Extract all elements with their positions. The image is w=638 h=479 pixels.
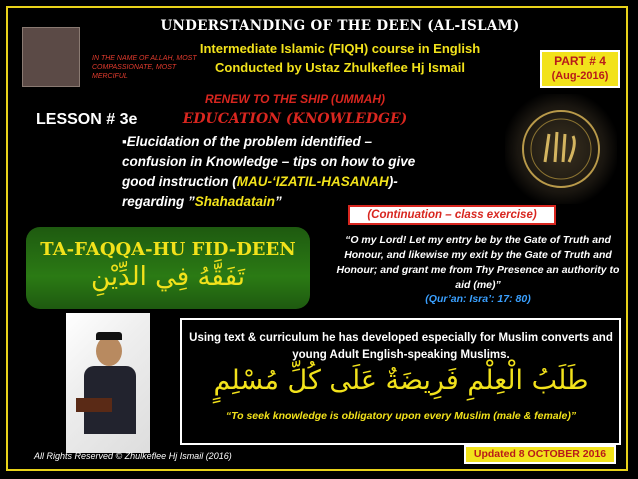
- person-book: [76, 398, 112, 412]
- part-prefix: PART #: [554, 54, 600, 68]
- highlight-mauizah: MAU-‘IZATIL-HASANAH: [236, 174, 389, 189]
- highlight-shahadatain: Shahadatain: [194, 194, 276, 209]
- hadith-translation: “To seek knowledge is obligatory upon every Muslim (male & female)”: [225, 410, 577, 422]
- person-cap: [96, 332, 122, 340]
- copyright-text: All Rights Reserved © Zhulkeflee Hj Ismail (2016): [34, 451, 232, 461]
- person-head: [96, 336, 122, 366]
- slide-title: UNDERSTANDING OF THE DEEN (AL-ISLAM): [160, 18, 520, 34]
- continuation-label: (Continuation – class exercise): [348, 205, 556, 225]
- calligraphy-logo-icon: [22, 27, 80, 87]
- course-line-1: Intermediate Islamic (FIQH) course in English: [199, 41, 481, 56]
- part-number: 4: [599, 54, 606, 68]
- lesson-number: LESSON # 3e: [36, 111, 138, 128]
- tafaqqa-arabic: تَفَقَّهُ فِي الدِّيْنِ: [91, 262, 245, 292]
- hadith-arabic: طَلَبُ الْعِلْمِ فَرِيضَةٌ عَلَى كُلِّ مُسْلِمٍ: [213, 365, 589, 396]
- part-year: 2016: [580, 70, 605, 82]
- part-date-suffix: ): [604, 70, 609, 82]
- updated-badge: Updated 8 OCTOBER 2016: [464, 445, 616, 464]
- lesson-bullet: ▪Elucidation of the problem identified – confusion in Knowledge – tips on how to give good instruction (MAU-‘IZATIL-HASANAH)- regarding ”Shahadatain”: [122, 134, 416, 209]
- curriculum-text: Using text & curriculum he has developed especially for Muslim converts and young Adult English-speaking Muslims.: [189, 332, 613, 361]
- allah-calligraphy-icon: [505, 94, 617, 204]
- bismillah-text: IN THE NAME OF ALLAH, MOST COMPASSIONATE, MOST MERCIFUL: [92, 55, 197, 80]
- tafaqqa-latin: TA-FAQQA-HU FID-DEEN: [40, 239, 296, 260]
- part-date-prefix: (Aug-: [551, 70, 581, 82]
- allah-emblem-icon: [505, 94, 617, 204]
- quran-reference: (Qur’an: Isra’: 17: 80): [425, 293, 531, 305]
- renew-heading: RENEW TO THE SHIP (UMMAH): [205, 92, 385, 106]
- lesson-topic: EDUCATION (KNOWLEDGE): [182, 111, 408, 127]
- course-line-2: Conducted by Ustaz Zhulkeflee Hj Ismail: [215, 60, 465, 75]
- part-badge: [540, 50, 620, 88]
- quran-quote: “O my Lord! Let my entry be by the Gate of Truth and Honour, and likewise my exit by the Gate of Truth and Honour; and grant me from Thy Presence an authority to aid (me)”: [336, 234, 620, 291]
